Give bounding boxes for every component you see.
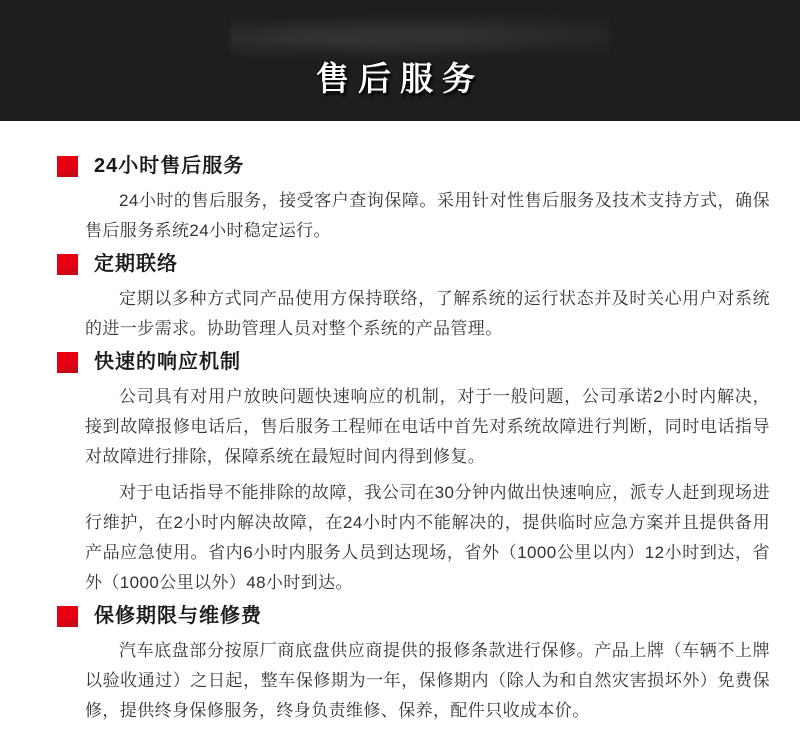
section-heading-row <box>57 154 770 178</box>
red-square-bullet <box>57 156 78 177</box>
section-title: 快速的响应机制 <box>94 351 241 373</box>
section-quick-response <box>57 350 770 598</box>
section-paragraph: 汽车底盘部分按原厂商底盘供应商提供的报修条款进行保修。产品上牌（车辆不上牌以验收通过）之日起，整车保修期为一年，保修期内（除人为和自然灾害损坏外）免费保修，提供终身保修服务，终身负责维修、保养，配件只收成本价。 <box>85 641 770 720</box>
section-regular-contact <box>57 252 770 344</box>
header-band <box>0 0 800 121</box>
section-paragraph: 公司具有对用户放映问题快速响应的机制，对于一般问题，公司承诺2小时内解决，接到故障报修电话后，售后服务工程师在电话中首先对系统故障进行判断，同时电话指导对故障进行排除，保障系统在最短时间内得到修复。 <box>85 387 770 466</box>
section-title: 保修期限与维修费 <box>94 605 262 627</box>
section-heading-row <box>57 252 770 276</box>
section-title: 24小时售后服务 <box>94 155 245 177</box>
page-title: 售后服务 <box>316 60 484 97</box>
red-square-bullet <box>57 352 78 373</box>
content <box>0 121 800 726</box>
section-warranty <box>57 604 770 726</box>
section-paragraph: 24小时的售后服务，接受客户查询保障。采用针对性售后服务及技术支持方式，确保售后服务系统24小时稳定运行。 <box>85 191 770 240</box>
red-square-bullet <box>57 606 78 627</box>
section-paragraph: 对于电话指导不能排除的故障，我公司在30分钟内做出快速响应，派专人赶到现场进行维护，在2小时内解决故障，在24小时内不能解决的，提供临时应急方案并且提供备用产品应急使用。省内6小时内服务人员到达现场，省外（1000公里以内）12小时到达，省外（1000公里以外）48小时到达。 <box>85 483 770 592</box>
section-heading-row <box>57 604 770 628</box>
section-heading-row <box>57 350 770 374</box>
section-title: 定期联络 <box>94 253 178 275</box>
section-24h-service <box>57 154 770 246</box>
red-square-bullet <box>57 254 78 275</box>
section-paragraph: 定期以多种方式同产品使用方保持联络，了解系统的运行状态并及时关心用户对系统的进一步需求。协助管理人员对整个系统的产品管理。 <box>85 289 770 338</box>
